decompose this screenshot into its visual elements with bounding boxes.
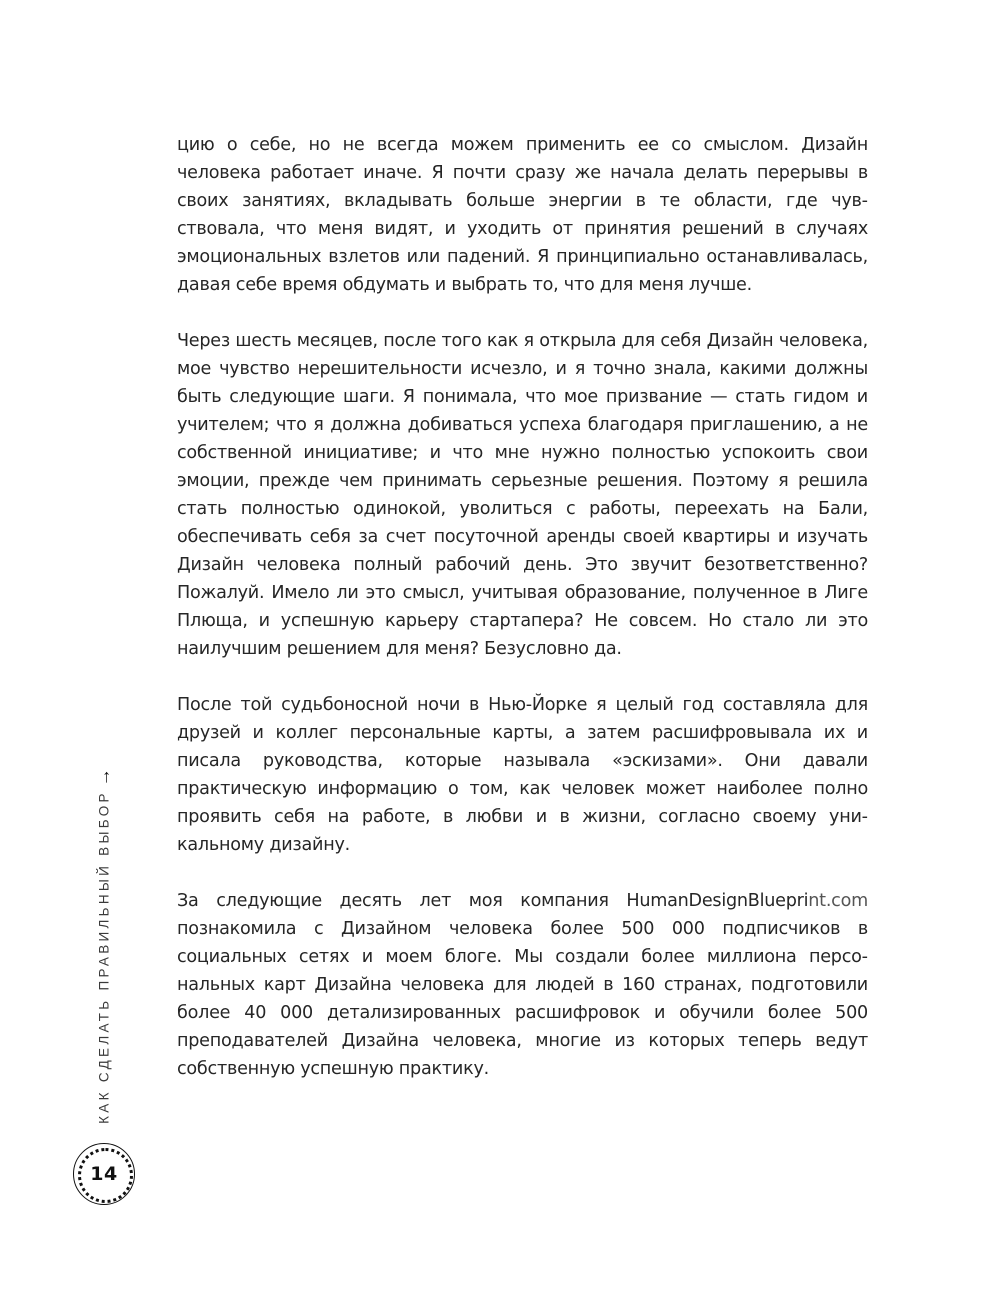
paragraph-3: После той судьбоносной ночи в Нью-Йорке я целый год составляла для друзей и коллег персональные карты, а затем расшифровывала их и писала руководства, которые называла «эскизами». Они давали практическую информацию о том, как человек может наиболее полно проявить себя на работе, в любви и в жизни, согласно своему уникальному дизайну. (177, 695, 868, 855)
arrow-right-icon: → (93, 768, 114, 787)
page-number: 14 (90, 1163, 118, 1185)
paragraph-1: цию о себе, но не всегда можем применить ее со смыслом. Дизайн человека работает иначе. Я почти сразу же начала делать перерывы в своих занятиях, вкладывать больше энергии в те области, где чувствовала, что меня видят, и уходить от принятия решений в случаях эмоциональных взлетов или падений. Я принципиально останавливалась, давая себе время обдумать и выбрать то, что для меня лучше. (177, 135, 868, 295)
website-link: HumanDesignBlueprint.com (626, 891, 868, 911)
running-head-title: КАК СДЕЛАТЬ ПРАВИЛЬНЫЙ ВЫБОР (96, 790, 112, 1124)
running-head (94, 768, 115, 1124)
paragraph-4 (177, 887, 868, 1083)
page-number-badge (73, 1143, 135, 1205)
paragraph-4-intro: За следующие десять лет моя компания (177, 891, 627, 911)
paragraph-2: Через шесть месяцев, после того как я открыла для себя Дизайн человека, мое чувство нерешительности исчезло, и я точно знала, какими должны быть следующие шаги. Я понимала, что мое призвание — стать гидом и учителем; что я должна добиваться успеха благодаря приглашению, а не собственной инициативе; и что мне нужно полностью успокоить свои эмоции, прежде чем принимать серьезные решения. Поэтому я решила стать полностью одинокой, уволиться с работы, переехать на Бали, обеспечивать себя за счет посуточной аренды своей квартиры и изучать Дизайн человека полный рабочий день. Это звучит безответственно? Пожалуй. Имело ли это смысл, учитывая образование, полученное в Лиге Плюща, и успешную карьеру стартапера? Не совсем. Но стало ли это наилучшим решением для меня? Безусловно да. (177, 331, 868, 659)
body-text (177, 131, 868, 1111)
paragraph-4-rest: познакомила с Дизайном человека более 500 000 подписчиков в социальных сетях и моем блоге. Мы создали более миллиона персональных карт Дизайна человека для людей в 160 странах, подготовили более 40 000 детализированных расшифровок и обучили более 500 преподавателей Дизайна человека, многие из которых теперь ведут собственную успешную практику. (177, 919, 868, 1079)
